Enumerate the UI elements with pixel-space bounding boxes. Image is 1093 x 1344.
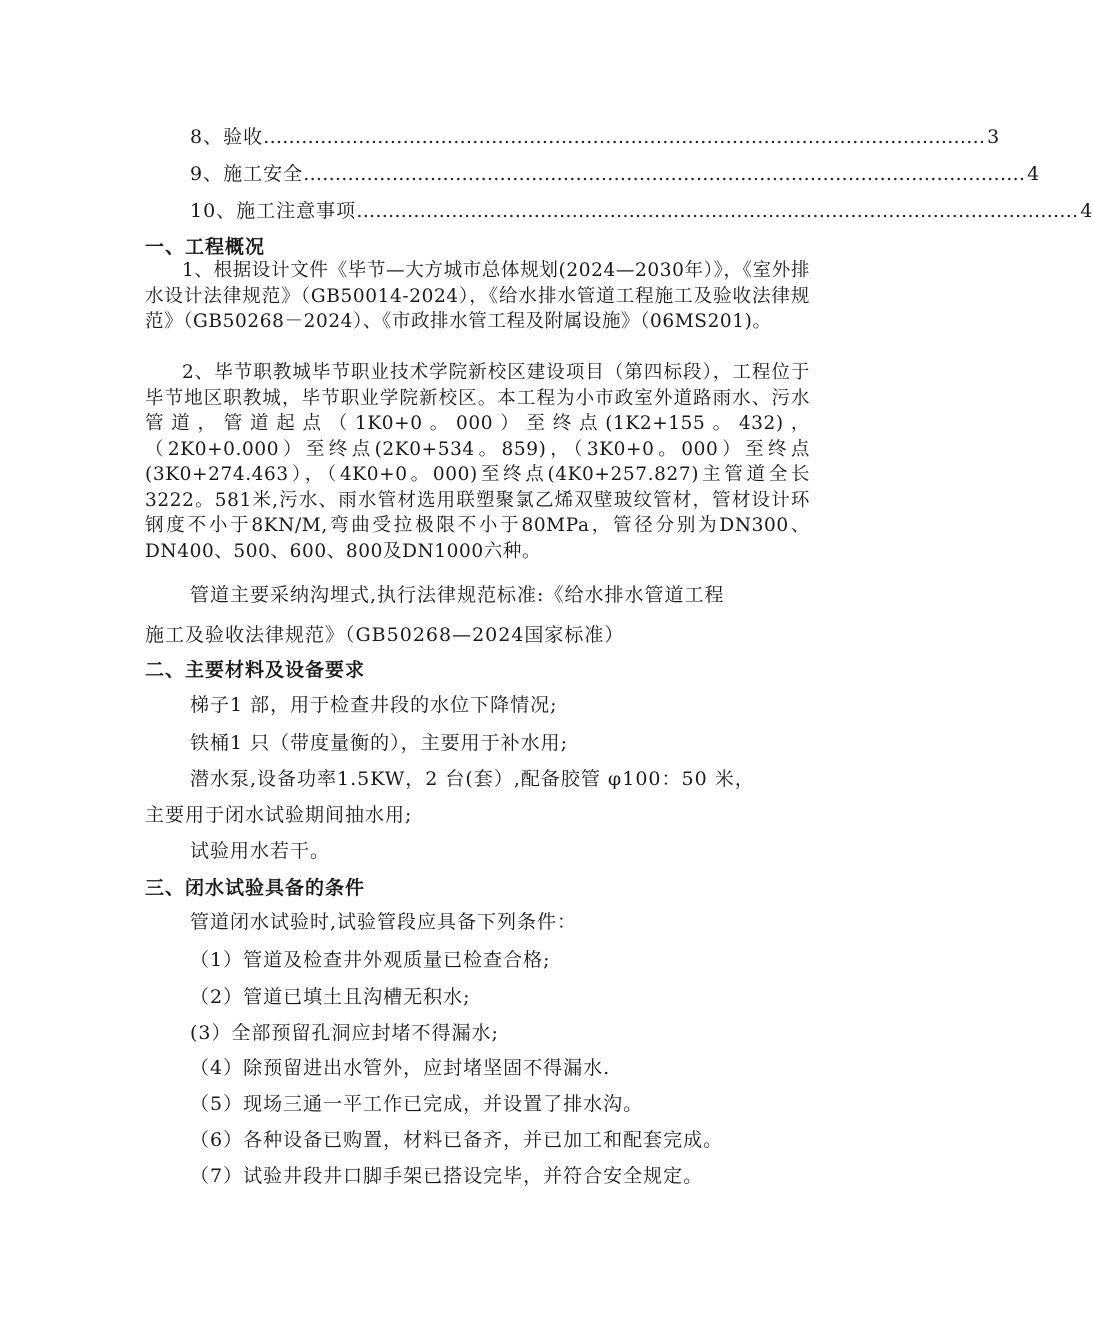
toc-label: 9、施工安全	[190, 163, 304, 185]
toc-entry[interactable]	[190, 159, 1041, 189]
condition-item: （5）现场三通一平工作已完成，并设置了排水沟。	[190, 1093, 644, 1115]
toc-entry[interactable]	[190, 122, 1001, 152]
toc-leader-dots: ……………………………………………………………………………………………………	[263, 126, 986, 148]
list-item: 试验用水若干。	[190, 840, 331, 862]
toc-label: 8、验收	[190, 126, 264, 148]
section-intro: 管道闭水试验时,试验管段应具备下列条件：	[190, 911, 578, 933]
condition-item: （2）管道已填土且沟槽无积水;	[190, 986, 471, 1008]
section-heading: 二、主要材料及设备要求	[145, 659, 366, 681]
condition-item: （1）管道及检查井外观质量已检查合格;	[190, 949, 551, 971]
toc-page-number: 4	[1080, 200, 1093, 222]
toc-page-number: 3	[987, 126, 1001, 148]
paragraph-line: 管道主要采纳沟埋式,执行法律规范标准:《给水排水管道工程	[190, 584, 725, 606]
toc-label: 10、施工注意事项	[190, 200, 357, 222]
condition-item: （6）各种设备已购置，材料已备齐，并已加工和配套完成。	[190, 1129, 724, 1151]
condition-item: (3）全部预留孔洞应封堵不得漏水;	[190, 1022, 499, 1044]
paragraph: 1、根据设计文件《毕节—大方城市总体规划(2024—2030年）》，《室外排水设计法律规范》（GB50014-2024），《给水排水管道工程施工及验收法律规范》（GB50268－2024）、《市政排水管工程及附属设施》（06MS201)。	[145, 260, 810, 332]
toc-leader-dots: ……………………………………………………………………………………………………	[303, 163, 1026, 185]
list-item: 主要用于闭水试验期间抽水用;	[145, 804, 413, 826]
toc-page-number: 4	[1027, 163, 1041, 185]
list-item: 潜水泵,设备功率1.5KW，2 台(套）,配备胶管 φ100：50 米，	[190, 768, 755, 790]
list-item: 铁桶1 只（带度量衡的），主要用于补水用;	[190, 732, 569, 754]
paragraph: 2、毕节职教城毕节职业技术学院新校区建设项目（第四标段），工程位于毕节地区职教城，毕节职业学院新校区。本工程为小市政室外道路雨水、污水管道，管道起点（1K0+0。000）至终点(1K2+155。432)，（2K0+0.000）至终点(2K0+534。859)，（3K0+0。000）至终点(3K0+274.463），（4K0+0。000)至终点(4K0+257.827)主管道全长3222。581米,污水、雨水管材选用联塑聚氯乙烯双壁玻纹管材，管材设计环钢度不小于8KN/M,弯曲受拉极限不小于80MPa，管径分别为DN300、DN400、500、600、800及DN1000六种。	[145, 362, 810, 562]
toc-entry[interactable]	[190, 196, 1093, 226]
condition-item: （7）试验井段井口脚手架已搭设完毕，并符合安全规定。	[190, 1165, 704, 1187]
paragraph-line: 施工及验收法律规范》（GB50268—2024国家标准）	[145, 624, 625, 646]
section-heading: 三、闭水试验具备的条件	[145, 877, 366, 899]
condition-item: （4）除预留进出水管外，应封堵坚固不得漏水.	[190, 1057, 611, 1079]
toc-leader-dots: ……………………………………………………………………………………………………	[356, 200, 1079, 222]
section-heading: 一、工程概况	[145, 236, 266, 258]
list-item: 梯子1 部，用于检查井段的水位下降情况;	[190, 694, 558, 716]
